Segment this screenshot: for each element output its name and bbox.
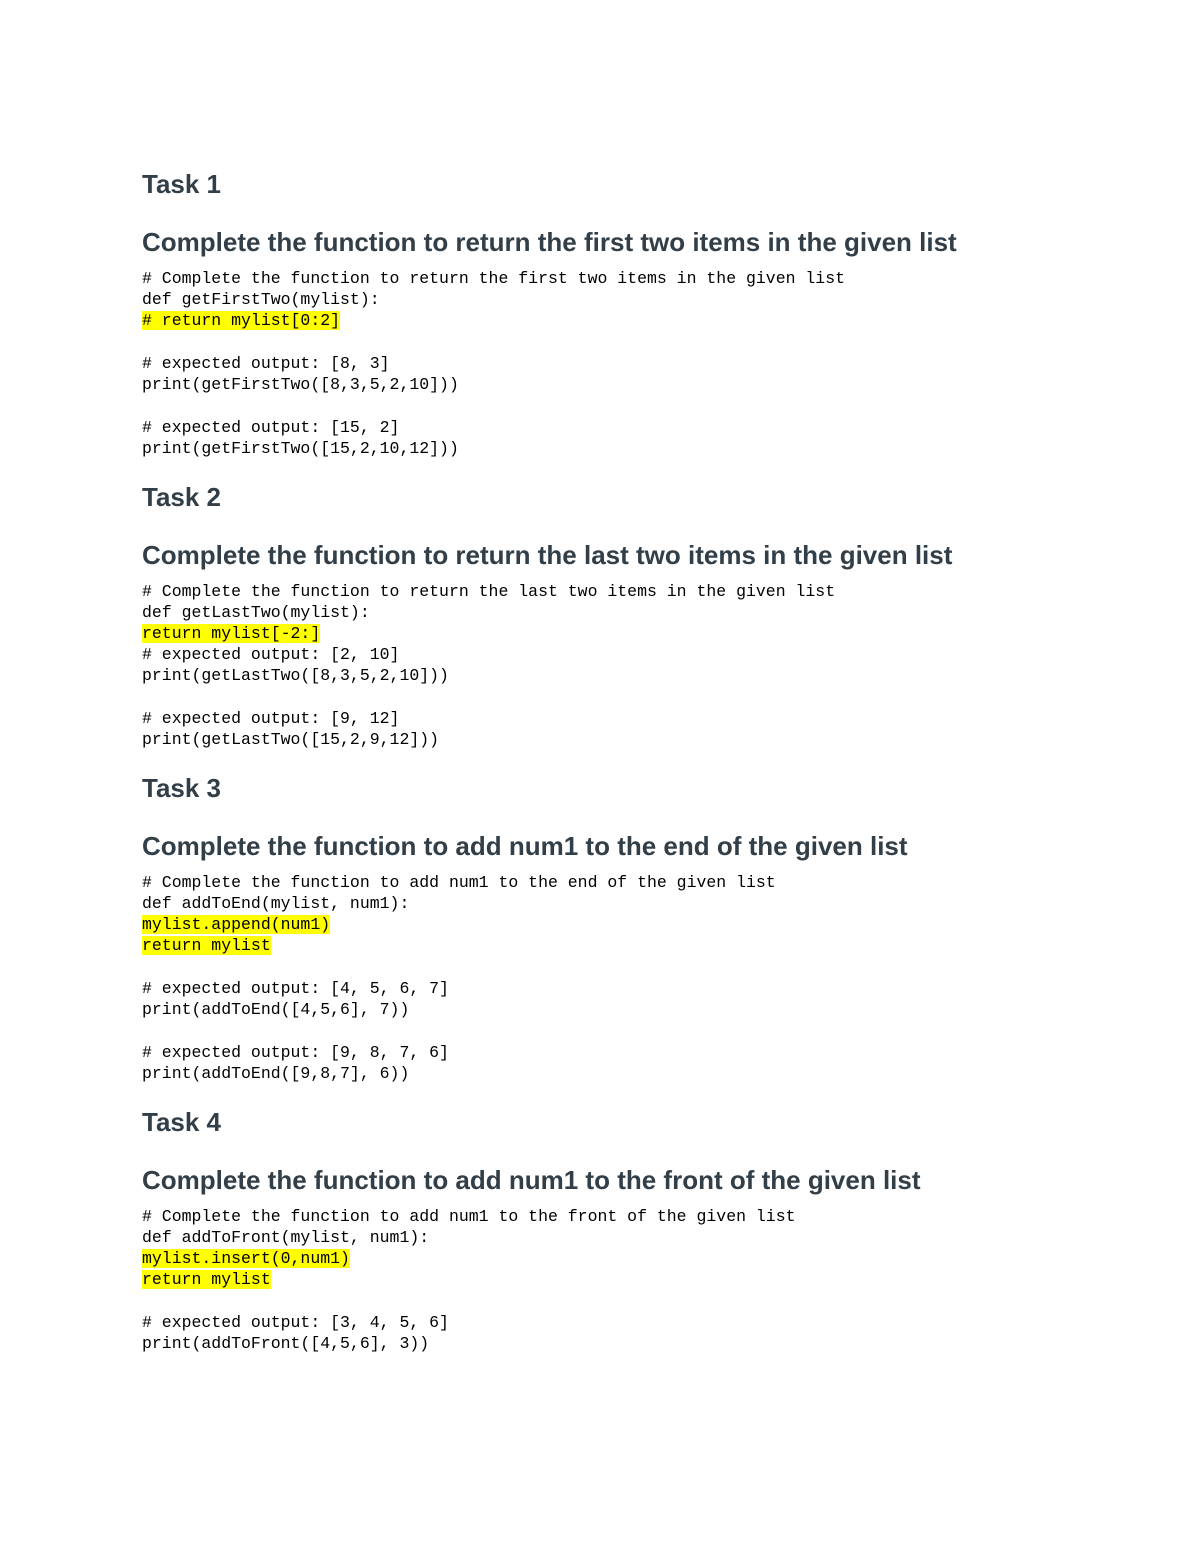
code-text: print(addToEnd([4,5,6], 7)) [142, 1000, 410, 1019]
code-text: # Complete the function to return the last two items in the given list [142, 582, 836, 601]
code-text: print(addToFront([4,5,6], 3)) [142, 1334, 430, 1353]
code-text: # Complete the function to return the first two items in the given list [142, 269, 846, 288]
code-block [142, 581, 1142, 750]
code-line [142, 310, 1142, 331]
code-line-blank [142, 395, 1142, 417]
code-block [142, 268, 1142, 459]
code-line [142, 268, 1142, 289]
code-line [142, 999, 1142, 1020]
code-line [142, 708, 1142, 729]
code-line [142, 353, 1142, 374]
task-title: Task 3 [142, 773, 222, 803]
code-line [142, 1248, 1142, 1269]
task-heading: Complete the function to add num1 to the end of the given list [142, 831, 908, 861]
code-text: # expected output: [3, 4, 5, 6] [142, 1313, 449, 1332]
code-text: # expected output: [9, 8, 7, 6] [142, 1043, 449, 1062]
code-text: print(getLastTwo([15,2,9,12])) [142, 730, 440, 749]
code-line-blank [142, 686, 1142, 708]
code-text: # Complete the function to add num1 to the front of the given list [142, 1207, 796, 1226]
code-line [142, 665, 1142, 686]
task-title: Task 1 [142, 169, 222, 199]
code-block [142, 872, 1142, 1084]
code-line [142, 417, 1142, 438]
code-text: print(getFirstTwo([15,2,10,12])) [142, 439, 459, 458]
code-line [142, 623, 1142, 644]
code-line [142, 1206, 1142, 1227]
code-line [142, 289, 1142, 310]
code-text: # expected output: [4, 5, 6, 7] [142, 979, 449, 998]
task-section-2 [142, 481, 1142, 750]
code-line-blank [142, 331, 1142, 353]
code-line [142, 1042, 1142, 1063]
task-section-3 [142, 772, 1142, 1084]
code-text: # expected output: [15, 2] [142, 418, 400, 437]
code-text: # expected output: [2, 10] [142, 645, 400, 664]
code-line-blank [142, 1290, 1142, 1312]
task-section-4 [142, 1106, 1142, 1354]
task-heading: Complete the function to return the first two items in the given list [142, 227, 957, 257]
code-text: # expected output: [8, 3] [142, 354, 390, 373]
code-text: def addToFront(mylist, num1): [142, 1228, 430, 1247]
highlighted-code-text: return mylist[-2:] [142, 624, 321, 643]
code-line [142, 978, 1142, 999]
code-line-blank [142, 956, 1142, 978]
code-line [142, 374, 1142, 395]
code-line [142, 914, 1142, 935]
code-line [142, 1333, 1142, 1354]
task-title: Task 2 [142, 482, 222, 512]
code-line [142, 935, 1142, 956]
code-line [142, 729, 1142, 750]
code-line [142, 581, 1142, 602]
code-text: print(getLastTwo([8,3,5,2,10])) [142, 666, 449, 685]
task-title: Task 4 [142, 1107, 222, 1137]
task-heading: Complete the function to return the last two items in the given list [142, 540, 953, 570]
code-text: # Complete the function to add num1 to the end of the given list [142, 873, 776, 892]
code-block [142, 1206, 1142, 1354]
highlighted-code-text: # return mylist[0:2] [142, 311, 341, 330]
code-line-blank [142, 1020, 1142, 1042]
code-line [142, 893, 1142, 914]
section-spacer [142, 459, 1142, 481]
task-heading: Complete the function to add num1 to the front of the given list [142, 1165, 921, 1195]
code-line [142, 438, 1142, 459]
code-text: print(getFirstTwo([8,3,5,2,10])) [142, 375, 459, 394]
code-line [142, 644, 1142, 665]
code-text: print(addToEnd([9,8,7], 6)) [142, 1064, 410, 1083]
section-spacer [142, 1084, 1142, 1106]
highlighted-code-text: return mylist [142, 936, 271, 955]
code-text: def getFirstTwo(mylist): [142, 290, 380, 309]
code-line [142, 602, 1142, 623]
code-text: # expected output: [9, 12] [142, 709, 400, 728]
code-line [142, 1063, 1142, 1084]
document-page [142, 168, 1142, 1354]
code-text: def addToEnd(mylist, num1): [142, 894, 410, 913]
highlighted-code-text: mylist.insert(0,num1) [142, 1249, 350, 1268]
code-line [142, 1312, 1142, 1333]
section-spacer [142, 750, 1142, 772]
code-line [142, 1269, 1142, 1290]
code-line [142, 1227, 1142, 1248]
code-text: def getLastTwo(mylist): [142, 603, 370, 622]
code-line [142, 872, 1142, 893]
highlighted-code-text: return mylist [142, 1270, 271, 1289]
task-section-1 [142, 168, 1142, 459]
highlighted-code-text: mylist.append(num1) [142, 915, 331, 934]
